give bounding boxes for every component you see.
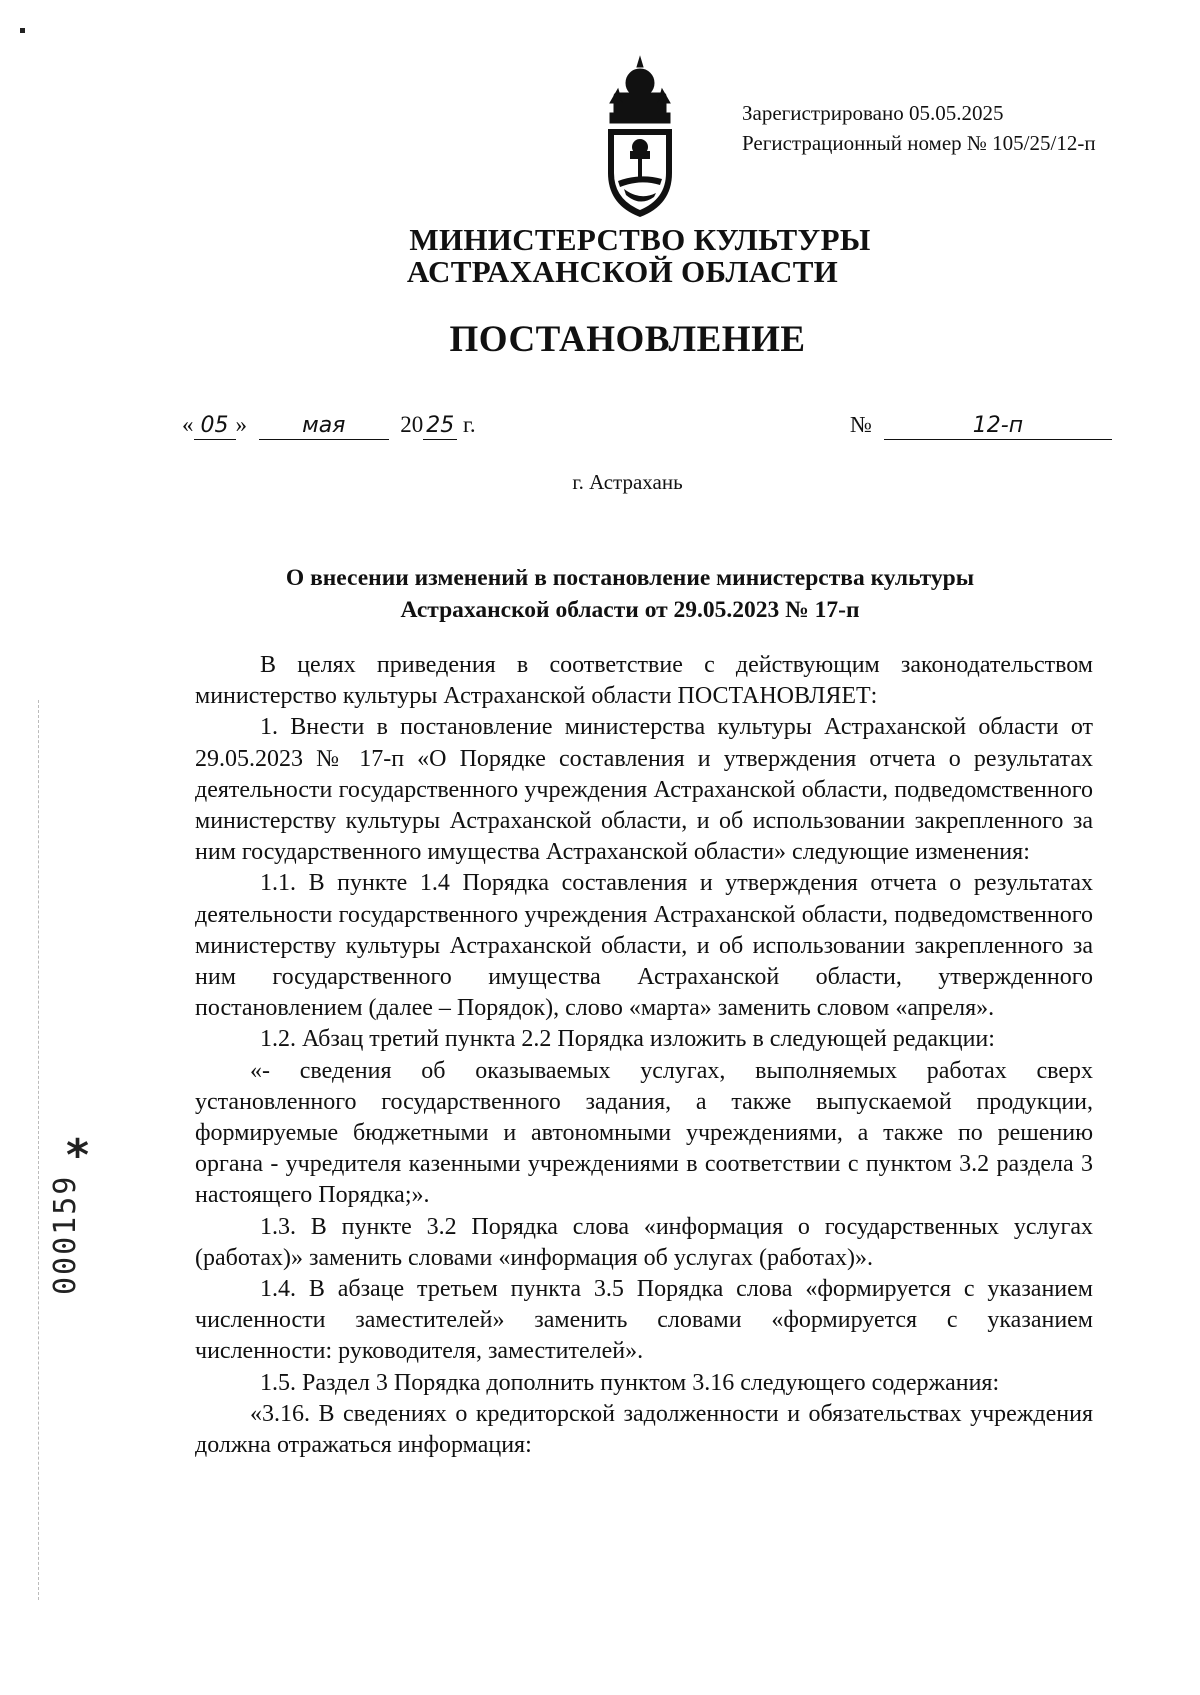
- scan-margin-line: [38, 700, 40, 1600]
- date-year-suffix: 25: [423, 413, 457, 440]
- date-open-quote: «: [182, 412, 194, 437]
- number-value: 12-п: [884, 413, 1112, 440]
- date-close-quote: »: [235, 412, 247, 437]
- document-city: г. Астрахань: [572, 470, 683, 494]
- document-type: ПОСТАНОВЛЕНИЕ: [449, 319, 806, 360]
- subject-line2: Астраханской области от 29.05.2023 № 17-п: [400, 597, 860, 623]
- paragraph-1-2-quote: «- сведения об оказываемых услугах, выполняемых работах сверх установленного государственного задания, а также выпускаемой продукции, формируемые бюджетными и автономными учреждениями, а также по решению органа - учредителя казенными учреждениями в соответствии с пунктом 3.2 раздела 3 настоящего Порядка;».: [195, 1057, 1093, 1209]
- subject-line1: О внесении изменений в постановление министерства культуры: [285, 565, 975, 591]
- serial-mark: *: [66, 1130, 90, 1181]
- paragraph-1-3: 1.3. В пункте 3.2 Порядка слова «информация о государственных услугах (работах)» заменить словами «информация об услугах (работах)».: [195, 1213, 1093, 1271]
- ministry-title: [0, 224, 1200, 288]
- paragraph-1-5-quote: «3.16. В сведениях о кредиторской задолженности и обязательствах учреждения должна отражаться информация:: [195, 1400, 1093, 1459]
- registration-number: Регистрационный номер № 105/25/12-п: [742, 131, 1096, 155]
- paragraph-1-1: 1.1. В пункте 1.4 Порядка составления и утверждения отчета о результатах деятельности государственного учреждения Астраханской области, подведомственного министерству культуры Астраханской области, и об использовании закрепленного за ним государственного имущества Астраханской области, утвержденного постановлением (далее – Порядок), слово «марта» заменить словом «апреля».: [195, 870, 1093, 1022]
- date-year-prefix: 20: [400, 412, 424, 437]
- registration-stamp: [742, 98, 1096, 158]
- document-number: [850, 412, 1112, 440]
- document-subject: [180, 562, 1080, 626]
- date-suffix: г.: [463, 412, 476, 437]
- date-day: 05: [194, 413, 236, 440]
- coat-of-arms-icon: [600, 55, 680, 220]
- ministry-title-line1: МИНИСТЕРСТВО КУЛЬТУРЫ: [409, 222, 871, 257]
- paragraph-1: 1. Внести в постановление министерства культуры Астраханской области от 29.05.2023 № 17-п «О Порядке составления и утверждения отчета о результатах деятельности государственного учреждения Астраханской области, подведомственного министерству культуры Астраханской области, и об использовании закрепленного за ним государственного имущества Астраханской области» следующие изменения:: [195, 714, 1093, 866]
- scan-mark: [20, 28, 25, 33]
- paragraph-1-2: 1.2. Абзац третий пункта 2.2 Порядка изложить в следующей редакции:: [260, 1026, 995, 1053]
- preamble-paragraph: В целях приведения в соответствие с действующим законодательством министерство культуры Астраханской области ПОСТАНОВЛЯЕТ:: [195, 652, 1093, 710]
- document-body: [195, 650, 1093, 1461]
- paragraph-1-5: 1.5. Раздел 3 Порядка дополнить пунктом 3.16 следующего содержания:: [260, 1369, 1000, 1396]
- paragraph-1-4: 1.4. В абзаце третьем пункта 3.5 Порядка слова «формируется с указанием численности заместителей» заменить словами «формируется с указанием численности: руководителя, заместителей».: [195, 1276, 1093, 1365]
- registration-date: Зарегистрировано 05.05.2025: [742, 101, 1004, 125]
- number-sign: №: [850, 412, 872, 437]
- ministry-title-line2: АСТРАХАНСКОЙ ОБЛАСТИ: [406, 254, 839, 289]
- date-month: мая: [259, 413, 389, 440]
- document-date: [182, 412, 476, 440]
- serial-number: 000159: [48, 1174, 83, 1295]
